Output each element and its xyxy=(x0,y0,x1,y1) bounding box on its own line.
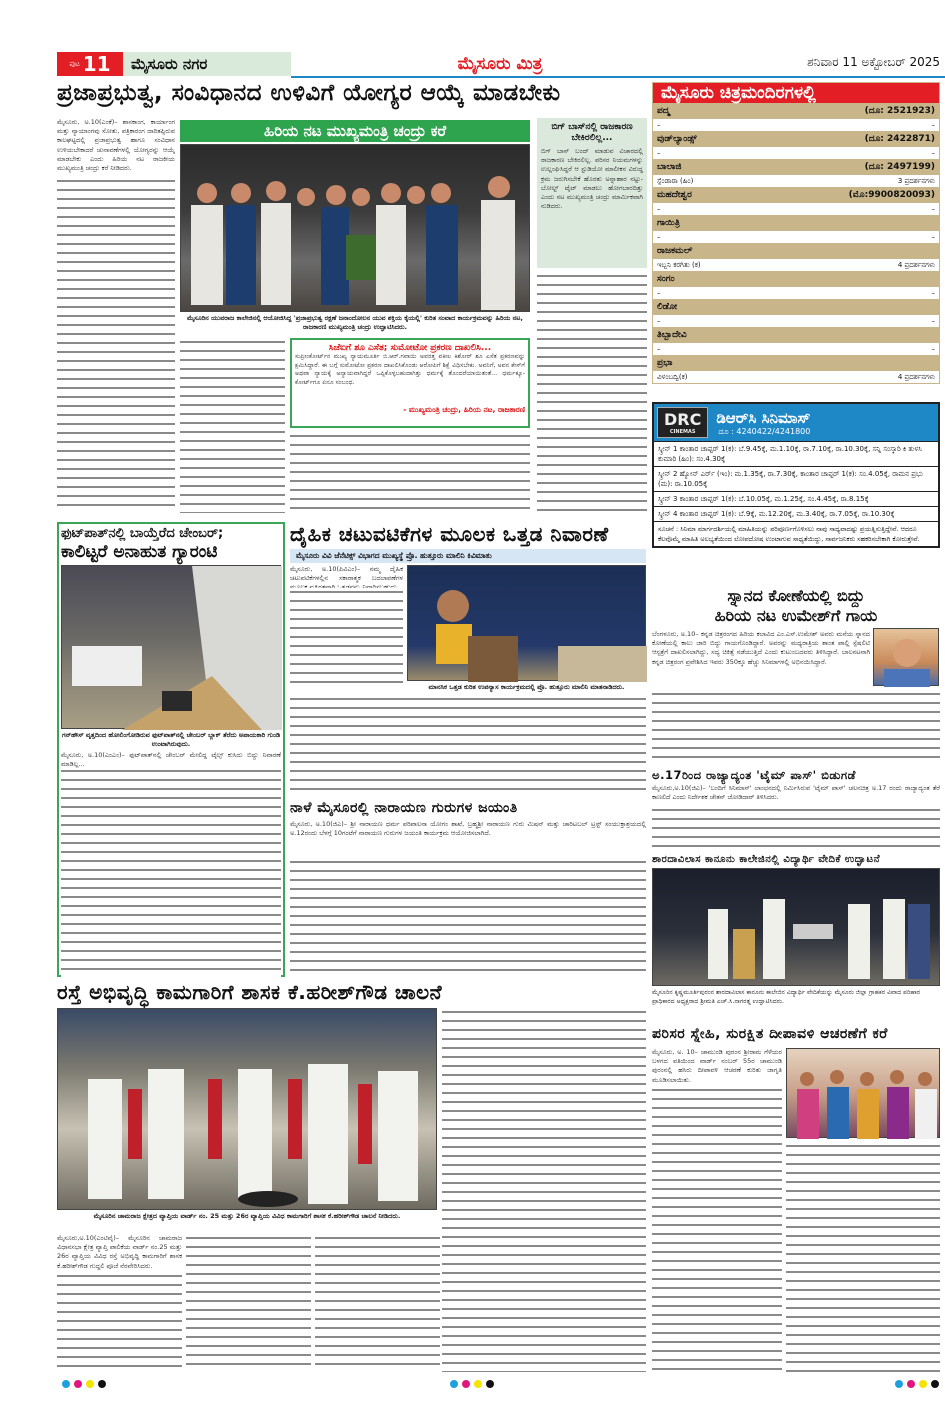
umesh-photo xyxy=(873,628,939,686)
registration-dot xyxy=(74,1380,82,1388)
theater-showing xyxy=(653,343,939,355)
theater-row xyxy=(653,327,939,343)
road-body-col2 xyxy=(186,1234,311,1372)
theater-row xyxy=(653,215,939,231)
footpath-body: ಮೈಸೂರು, ಅ.10(ಎಂಎಂ)– ಫುಟ್‌ಪಾತ್‌ನಲ್ಲಿ ಚೇಂಬರ್ ಮೇಲಿದ್ದ ಟೈಲ್ಸ್ ಕುಸಿದು ಬಿದ್ದು ನಿವಾರಣೆ ಮಾಡಿಲ್ಲ... xyxy=(61,751,281,769)
theater-shows: – xyxy=(931,317,935,325)
theater-shows: 4 ಪ್ರದರ್ಶನಗಳು xyxy=(897,372,935,381)
road-photo xyxy=(57,1008,437,1210)
theater-name: ಬಾಲಾಜಿ xyxy=(657,162,682,172)
lead-headline: ಪ್ರಜಾಪ್ರಭುತ್ವ, ಸಂವಿಧಾನದ ಉಳಿವಿಗೆ ಯೋಗ್ಯರ ಆಯ್ಕೆ ಮಾಡಬೇಕು xyxy=(57,80,561,106)
theater-listing xyxy=(652,82,940,384)
timepass-headline: ಅ.17ರಿಂದ ರಾಜ್ಯಾದ್ಯಂತ 'ಟೈಮ್ ಪಾಸ್' ಬಿಡುಗಡೆ xyxy=(652,768,856,782)
footpath-caption: ಗನ್‌ಹೌಸ್ ವೃತ್ತದಿಂದ ಹೋಲಿಂಗೋಡಿರುವ ಫುಟ್‌ಪಾತ್‌ನಲ್ಲಿ ಚೇಂಬರ್ ಬ್ಲಾಕ್ ತೆರೆದು ಅಪಾಯಕಾರಿ ಗುಂಡಿ ಉಂಟಾಗಿರುವುದು. xyxy=(61,731,281,748)
theater-showing xyxy=(653,175,939,187)
registration-dot xyxy=(86,1380,94,1388)
theater-showing xyxy=(653,287,939,299)
stage-illustration xyxy=(653,869,941,987)
deepavali-headline: ಪರಿಸರ ಸ್ನೇಹಿ, ಸುರಕ್ಷಿತ ದೀಪಾವಳಿ ಆಚರಣೆಗೆ ಕರೆ xyxy=(652,1026,888,1042)
stress-body: ಮೈಸೂರು, ಅ.10(ಪಿವಿಎಂ)– ನಮ್ಮ ದೈಹಿಕ ಚಟುವಟಿಕೆಗಳಲ್ಲಿನ ಸಕಾರಾತ್ಮಕ ಬದಲಾವಣೆಗಳ xyxy=(290,565,403,583)
stress-photo xyxy=(407,565,646,681)
drc-title: ಡಿಆರ್‌ಸಿ ಸಿನಿಮಾಸ್ xyxy=(716,408,811,427)
theater-name: ತಿಬ್ಬಾದೇವಿ xyxy=(657,330,687,340)
lead-body-col2 xyxy=(180,338,285,513)
theater-row xyxy=(653,187,939,203)
registration-marks-left xyxy=(62,1380,106,1388)
portrait-illustration xyxy=(874,629,940,687)
theater-shows: – xyxy=(931,205,935,213)
theater-name: ಲಿಡೋ xyxy=(657,302,678,312)
theater-film: – xyxy=(657,205,661,213)
stress-subhead: ಮೈಸೂರು ವಿವಿ ಜೆನೆಟಿಕ್ಸ್ ವಿಭಾಗದ ಮುಖ್ಯಸ್ಥೆ ಪ್ರೊ. ಹುತ್ತೂರು ಮಾಲಿನಿ ಕಿವಿಮಾತು xyxy=(290,549,646,563)
drc-header xyxy=(654,404,938,441)
narayana-body-continued xyxy=(290,858,646,976)
footpath-illustration xyxy=(62,566,282,730)
road-body-col3 xyxy=(315,1234,440,1372)
registration-dot xyxy=(486,1380,494,1388)
footpath-headline-line2: ಕಾಲಿಟ್ಟರೆ ಅನಾಹುತ ಗ್ಯಾರಂಟಿ xyxy=(61,542,218,562)
theater-showing xyxy=(653,203,939,215)
drc-logo-text: DRC xyxy=(664,410,702,429)
theater-phone: (ದೂ: 2497199) xyxy=(864,162,935,172)
quote-box-title: ಸಿಜೆಐಗೆ ಶೂ ಎಸೆತ; ಸುಮೋಟೋ ಪ್ರಕರಣ ದಾಖಲಿಸಿ... xyxy=(328,343,492,353)
lead-subhead: ಹಿರಿಯ ನಟ ಮುಖ್ಯಮಂತ್ರಿ ಚಂದ್ರು ಕರೆ xyxy=(180,120,530,142)
theater-showing xyxy=(653,259,939,271)
stress-body-col2 xyxy=(290,695,646,795)
road-body-col4 xyxy=(442,1008,646,1372)
newspaper-brand: ಮೈಸೂರು ಮಿತ್ರ xyxy=(457,54,543,74)
sidebar-box-body: ಬಿಗ್ ಬಾಸ್ ಬಂದ್ ಮಾಡುವ ವಿಚಾರದಲ್ಲಿ ರಾಜಕಾರಣ ಬೇಕಿರಲಿಲ್ಲ. ಪರಿಸರ ನಿಯಮಗಳನ್ನು ಉಲ್ಲಂಘಿಸಿದ್ದರೆ ಆ ಸ್ಟುಡಿಯೋ ಮಾಲೀಕನ ವಿರುದ್ಧ ಕ್ರಮ ಜರುಗಿಸಬೇಕೆ ಹೊರತು ಅನ್ನಾಹಾರ ನಟ್ಟು-ಬೋಲ್ಟ್ ಟೈಟ್ ಮಾಡಲು ಹೋಗಬಾರದಿತ್ತು ಎಂದು ನಟ ಮುಖ್ಯಮಂತ್ರಿ ಚಂದ್ರು ಮಾರ್ಮಿಕವಾಗಿ ನುಡಿದರು. xyxy=(541,147,643,211)
umesh-headline-line1: ಸ್ನಾನದ ಕೋಣೆಯಲ್ಲಿ ಬಿದ್ದು xyxy=(727,586,865,605)
road-body-continued xyxy=(57,1272,182,1372)
theater-film: – xyxy=(657,121,661,129)
registration-marks-right xyxy=(895,1380,939,1388)
registration-marks-center xyxy=(450,1380,494,1388)
theater-showing xyxy=(653,147,939,159)
registration-dot xyxy=(98,1380,106,1388)
stress-caption: ಮಾನಸಿಕ ಒತ್ತಡ ಕುರಿತ ಉಪನ್ಯಾಸ ಕಾರ್ಯಕ್ರಮದಲ್ಲಿ ಪ್ರೊ. ಹುತ್ತೂರು ಮಾಲಿನಿ ಮಾತನಾಡಿದರು. xyxy=(428,683,625,691)
theater-film: – xyxy=(657,317,661,325)
masthead-rule xyxy=(291,76,945,78)
speaker-illustration xyxy=(408,566,647,682)
narayana-headline: ನಾಳೆ ಮೈಸೂರಲ್ಲಿ ನಾರಾಯಣ ಗುರುಗಳ ಜಯಂತಿ xyxy=(290,800,518,816)
drc-screen-row: ಸ್ಕ್ರೀನ್ 1 ಕಾಂತಾರ ಚಾಪ್ಟರ್ 1(ಕ): ಬೆ.9.45ಕ್ಕೆ, ಮ.1.10ಕ್ಕೆ, ರಾ.7.10ಕ್ಕೆ, ರಾ.10.30ಕ್ಕೆ, ಸನ್ನಿ ಸಂಸ್ಕಾರಿ ಕಿ ತುಳಸಿ ಕುಮಾರಿ (ಹಿಂ): ಸಂ.4.30ಕ್ಕೆ xyxy=(654,441,938,466)
drc-phone: ದೂ : 4240422/4241800 xyxy=(718,426,811,436)
road-headline: ರಸ್ತೆ ಅಭಿವೃದ್ಧಿ ಕಾಮಗಾರಿಗೆ ಶಾಸಕ ಕೆ.ಹರೀಶ್‌ಗೌಡ ಚಾಲನೆ xyxy=(57,980,443,1004)
timepass-body: ಮೈಸೂರು,ಅ.10(ಜಿಎ)– 'ಬಂದಿಗೆ ಸಿನಿಮಾಸ್' ಲಾಂಛನದಲ್ಲಿ ನಿರ್ಮಿಸಿರುವ 'ಟೈಮ್ ಪಾಸ್' ಚಲನಚಿತ್ರ ಅ.17 ರಂದು ರಾಜ್ಯಾದ್ಯಂತ ತೆರೆ ಕಾಣಲಿದೆ ಎಂದು ನಿರ್ದೇಶಕ ಚೇತನ್ ಜೋಡಿದಾರ್ ತಿಳಿಸಿದರು. xyxy=(652,784,940,802)
theater-showing xyxy=(653,231,939,243)
theater-shows: – xyxy=(931,121,935,129)
theater-phone: (ದೂ: 2521923) xyxy=(864,106,935,116)
umesh-body: ಬೆಂಗಳೂರು, ಅ.10– ಕನ್ನಡ ಚಿತ್ರರಂಗದ ಹಿರಿಯ ಕಲಾವಿದ ಎಂ.ಎಸ್.ಉಮೇಶ್ ಅವರು ಮನೆಯ ಸ್ನಾನದ ಕೋಣೆಯಲ್ಲಿ ಕಾಲು ಜಾರಿ ಬಿದ್ದು ಗಾಯಗೊಂಡಿದ್ದಾರೆ. ಅವರನ್ನು ಮಧ್ಯರಾತ್ರಿಯ ಶಾಂತ ಪಾಲ್ಲಿ ಸ್ಪೆಷಲಿಟಿ ಆಸ್ಪತ್ರೆಗೆ ದಾಖಲಿಸಲಾಗಿದ್ದು, ಸದ್ಯ ಚಿಕಿತ್ಸೆ ನಡೆಯುತ್ತಿದೆ ಎಂದು ಕುಟುಂಬದವರು ತಿಳಿಸಿದ್ದಾರೆ. ಬಾಲನಟನಾಗಿ ಕನ್ನಡ ಚಿತ್ರರಂಗ ಪ್ರವೇಶಿಸಿದ ಇವರು 350ಕ್ಕೂ ಹೆಚ್ಚು ಸಿನಿಮಾಗಳಲ್ಲಿ ಅಭಿನಯಿಸಿದ್ದಾರೆ. xyxy=(652,630,870,666)
section-title: ಮೈಸೂರು ನಗರ xyxy=(123,52,291,76)
stress-headline: ದೈಹಿಕ ಚಟುವಟಿಕೆಗಳ ಮೂಲಕ ಒತ್ತಡ ನಿವಾರಣೆ xyxy=(290,522,609,546)
theater-film: ವಿಳಂಬದ್ವಿ(ಕ) xyxy=(657,372,688,381)
registration-dot xyxy=(62,1380,70,1388)
theater-shows: – xyxy=(931,289,935,297)
theater-row xyxy=(653,103,939,119)
theater-name: ಪ್ರಭಾ xyxy=(657,358,673,368)
drc-note: ಸೂಚನೆ : ಸಿನಿಮಾ ಮಾರ್ಗದರ್ಶಿಯಲ್ಲಿ ಮಾಹಿತಿಯನ್ನು ಪರಿಪೂರ್ಣಗೊಳಿಸಲು ನಾವು ಸಾಧ್ಯವಾದಷ್ಟು ಪ್ರಯತ್ನಿಸುತ್ತಿದ್ದೇವೆ. ಆದರೂ ಕೆಲವೊಮ್ಮೆ ಮಾಹಿತಿ ಅಲಭ್ಯತೆಯಿಂದ ಲೋಪದೋಷ ಉಂಟಾಗುವ ಸಾಧ್ಯತೆಯಿದ್ದು, ಸಾರ್ವಜನಿಕರು ಸಹಕರಿಸಬೇಕಾಗಿ ಕೋರುತ್ತೇವೆ. xyxy=(654,521,938,546)
drc-screen-row: ಸ್ಕ್ರೀನ್ 4 ಕಾಂತಾರ ಚಾಪ್ಟರ್ 1(ಕ): ಬೆ.9ಕ್ಕೆ, ಮ.12.20ಕ್ಕೆ, ಮ.3.40ಕ್ಕೆ, ರಾ.7.05ಕ್ಕೆ, ರಾ.10.30ಕ್ಕೆ xyxy=(654,506,938,521)
theater-row xyxy=(653,159,939,175)
footpath-story xyxy=(57,522,285,977)
theater-listing-title: ಮೈಸೂರು ಚಿತ್ರಮಂದಿರಗಳಲ್ಲಿ xyxy=(653,83,939,103)
umesh-headline-line2: ಹಿರಿಯ ನಟ ಉಮೇಶ್‌ಗೆ ಗಾಯ xyxy=(714,606,878,625)
deepavali-body-col2 xyxy=(786,1142,940,1372)
theater-film: – xyxy=(657,289,661,297)
umesh-headline xyxy=(652,586,940,626)
theater-row xyxy=(653,299,939,315)
page-label: ಪುಟ xyxy=(69,59,80,68)
sharada-caption: ಮೈಸೂರಿನ ಕೃಷ್ಣಮೂರ್ತಿಪುರಂನ ಶಾರದಾವಿಲಾಸ ಕಾನೂನು ಕಾಲೇಜಿನ ವಿದ್ಯಾರ್ಥಿ ವೇದಿಕೆಯನ್ನು ಮೈಸೂರು ಜಿಲ್ಲಾ ಗ್ರಾಹಕರ ವಿವಾದ ಪರಿಹಾರ ಪ್ರಾಧಿಕಾರದ ಅಧ್ಯಕ್ಷರಾದ ಶ್ರೀಮತಿ ಎಚ್.ಸಿ.ನಾಗರತ್ನ ಉದ್ಘಾಟಿಸಿದರು. xyxy=(652,989,921,1005)
theater-shows: – xyxy=(931,345,935,353)
drc-cinemas-box xyxy=(652,402,940,548)
theater-name: ಮಹದೇಶ್ವರ xyxy=(657,190,692,200)
stress-body-continued xyxy=(290,588,403,683)
footpath-headline-line1: ಫುಟ್‌ಪಾತ್‌ನಲ್ಲಿ ಬಾಯ್ತೆರೆದ ಚೇಂಬರ್; xyxy=(61,526,224,541)
crowd-illustration xyxy=(58,1009,438,1211)
drc-logo xyxy=(657,407,708,438)
women-group-illustration xyxy=(787,1049,941,1139)
timepass-body-continued xyxy=(652,806,940,848)
quote-attribution: - ಮುಖ್ಯಮಂತ್ರಿ ಚಂದ್ರು, ಹಿರಿಯ ನಟ, ರಾಜಕಾರಣಿ xyxy=(403,405,525,414)
deepavali-body: ಮೈಸೂರು, ಅ. 10– ಚಾಮುಂಡಿ ಪುರಂನ ಶ್ರೀರಾಮ ಗೆಳೆಯರ ಬಳಗದ ವತಿಯಿಂದ ವಾರ್ಡ್ ನಂಬರ್ 55ರ ಚಾಮುಂಡಿ ಪುರಂನಲ್ಲಿ ಹಸಿರು ದೀಪಾವಳಿ ಆಚರಣೆ ಕುರಿತು ಜಾಗೃತಿ ಮೂಡಿಸಲಾಯಿತು. xyxy=(652,1048,782,1084)
theater-row xyxy=(653,131,939,147)
lead-photo-caption: ಮೈಸೂರಿನ ಯುವರಾಜ ಕಾಲೇಜಿನಲ್ಲಿ ಆಯೋಜಿಸಿದ್ದ 'ಪ್ರಜಾಪ್ರಭುತ್ವ ರಕ್ಷಣೆ ಜನಾಂದೋಲನ ಯುವ ಶಕ್ತಿಯ ಕೈಯಲ್ಲಿ' ಕುರಿತ ಸಂವಾದ ಕಾರ್ಯಕ್ರಮವನ್ನು ಹಿರಿಯ ನಟ, ರಾಜಕಾರಣಿ ಮುಖ್ಯಮಂತ್ರಿ ಚಂದ್ರು ಉದ್ಘಾಟಿಸಿದರು. xyxy=(187,314,523,331)
theater-phone: (ದೂ: 2422871) xyxy=(864,134,935,144)
lead-photo xyxy=(180,144,530,312)
registration-dot xyxy=(895,1380,903,1388)
theater-film: ಇಬ್ಬನಿ ಕರಗಿತು (ಕ) xyxy=(657,260,701,269)
deepavali-body-continued xyxy=(652,1086,782,1372)
registration-dot xyxy=(462,1380,470,1388)
theater-showing xyxy=(653,119,939,131)
theater-film: ಸ್ಪೆಂಡಾರಾ (ಹಿಂ) xyxy=(657,176,694,185)
theater-film: – xyxy=(657,233,661,241)
quote-box xyxy=(290,338,530,428)
footpath-photo xyxy=(61,565,281,729)
theater-name: ರಾಜಕಮಲ್ xyxy=(657,246,693,256)
text-lines xyxy=(57,177,175,507)
theater-shows: – xyxy=(931,233,935,241)
quote-box-body: ಸುಪ್ರೀಂಕೋರ್ಟ್‌ನ ಮುಖ್ಯ ನ್ಯಾಯಮೂರ್ತಿ ಬಿ.ಆರ್.ಗವಾಯಿ ಅವರತ್ತ ವಕೀಲ ಕಿಶೋರ್ ಶೂ ಎಸೆತ ಪ್ರಕರಣವನ್ನು ಕ್ಷಮಿಸಿದ್ದಾರೆ. ಈ ಬಗ್ಗೆ ಸುಮೋಟೋ ಪ್ರಕರಣ ದಾಖಲಿಸಿಕೊಂಡು ಆರೋಪಿಗೆ ಶಿಕ್ಷೆ ವಿಧಿಸಬೇಕು. ಅವನಿಗೆ, ಅವನ ಕೇಸ್‌ಗೆ ಅಥವಾ ನ್ಯಾಯಕ್ಕೆ ಅನ್ಯಾಯವಾಗಿದ್ದರೆ ಒಪ್ಪಿಕೊಳ್ಳಬಹುದಾಗಿತ್ತು ಧರ್ಮಕ್ಕೆ ತೊಂದರೆಯಾಯಿತಂತೆ... ಧರ್ಮಕ್ಕೂ-ಕೋರ್ಟ್‌ಗೂ ಏನೂ ಸಂಬಂಧ. xyxy=(295,353,525,386)
theater-name: ಸಂಗಂ xyxy=(657,274,675,284)
theater-film: – xyxy=(657,345,661,353)
theater-showing xyxy=(653,371,939,383)
umesh-body-continued xyxy=(652,690,940,760)
page-number: 11 xyxy=(82,52,111,76)
theater-row xyxy=(653,355,939,371)
theater-showing xyxy=(653,315,939,327)
theater-row xyxy=(653,271,939,287)
road-caption: ಮೈಸೂರಿನ ಚಾಮರಾಜ ಕ್ಷೇತ್ರದ ವ್ಯಾಪ್ತಿಯ ವಾರ್ಡ್ ನಂ. 25 ಮತ್ತು 26ರ ವ್ಯಾಪ್ತಿಯ ವಿವಿಧ ಕಾಮಗಾರಿಗೆ ಶಾಸಕ ಕೆ.ಹರೀಶ್‌ಗೌಡ ಚಾಲನೆ ನೀಡಿದರು. xyxy=(93,1212,401,1220)
theater-row xyxy=(653,243,939,259)
lead-body-continued xyxy=(537,272,647,512)
registration-dot xyxy=(907,1380,915,1388)
theater-shows: 4 ಪ್ರದರ್ಶನಗಳು xyxy=(897,260,935,269)
road-body: ಮೈಸೂರು,ಅ.10(ಎಂಟಿವೈ)– ಮೈಸೂರಿನ ಚಾಮರಾಜ ವಿಧಾನಸಭಾ ಕ್ಷೇತ್ರ ವ್ಯಾಪ್ತಿ ಪಾಲಿಕೆಯ ವಾರ್ಡ್ ನಂ.25 ಮತ್ತು 26ರ ವ್ಯಾಪ್ತಿಯ ವಿವಿಧ ರಸ್ತೆ ಅಭಿವೃದ್ಧಿ ಕಾಮಗಾರಿಗೆ ಶಾಸಕ ಕೆ.ಹರೀಶ್‌ಗೌಡ ಗುದ್ದಲಿ ಪೂಜೆ ನೆರವೇರಿಸಿದರು. xyxy=(57,1234,182,1270)
drc-logo-sub: CINEMAS xyxy=(669,429,696,435)
theater-name: ಗಾಯಿತ್ರಿ xyxy=(657,218,680,228)
registration-dot xyxy=(450,1380,458,1388)
sharada-headline: ಶಾರದಾವಿಲಾಸ ಕಾನೂನು ಕಾಲೇಜಿನಲ್ಲಿ ವಿದ್ಯಾರ್ಥಿ ವೇದಿಕೆ ಉದ್ಘಾಟನೆ xyxy=(652,854,881,865)
registration-dot xyxy=(474,1380,482,1388)
theater-shows: – xyxy=(931,149,935,157)
issue-date: ಶನಿವಾರ 11 ಅಕ್ಟೋಬರ್ 2025 xyxy=(807,55,940,69)
narayana-body: ಮೈಸೂರು, ಅ.10(ಜಿಎ)– ಶ್ರೀ ನಾರಾಯಣ ಧರ್ಮ ಪರಿಪಾಲನಾ ಯೋಗಂ ಶಾಖೆ, ಬ್ರಹ್ಮಶ್ರೀ ನಾರಾಯಣ ಗುರು ಮಿಷನ್ ಮತ್ತು ಚಾರಿಟಬಲ್ ಟ್ರಸ್ಟ್ ಸಂಯುಕ್ತಾಶ್ರಯದಲ್ಲಿ ಅ.12ರಂದು ಬೆಳಗ್ಗೆ 10ಗಂಟೆಗೆ ನಾರಾಯಣ ಗುರುಗಳ ಜಯಂತಿ ಕಾರ್ಯಕ್ರಮ ಆಯೋಜಿಸಲಾಗಿದೆ. xyxy=(290,820,646,838)
deepavali-photo xyxy=(786,1048,940,1138)
lead-body xyxy=(57,118,175,513)
drc-screen-row: ಸ್ಕ್ರೀನ್ 2 ಹ್ಯೋನ್ ಎರ್ರ್ (ಇಂ): ಮ.1.35ಕ್ಕೆ, ರಾ.7.30ಕ್ಕೆ, ಕಾಂತಾರ ಚಾಪ್ಟರ್ 1(ಕ): ಸಂ.4.05ಕ್ಕೆ, ರಾಮನ ಪ್ರಭು (ಮ): ರಾ.10.05ಕ್ಕೆ xyxy=(654,466,938,491)
lead-body-col3 xyxy=(290,432,530,512)
lead-dateline: ಮೈಸೂರು, ಅ.10(ಎಂಕೆ)– ಶಾಸಕಾಂಗ, ಕಾರ್ಯಾಂಗ ಮತ್ತು ನ್ಯಾಯಾಂಗವು ಸೋತು, ಪತ್ರಿಕಾರಂಗ ದಾರಿತಪ್ಪಿರುವ ಕಾಲಘಟ್ಟದಲ್ಲಿ ಪ್ರಜಾಪ್ರಭುತ್ವ ಹಾಗೂ ಸಂವಿಧಾನ ಉಳಿಯಬೇಕಾದರೆ ಚುನಾವಣೆಗಳಲ್ಲಿ ಯೋಗ್ಯರನ್ನು ಆಯ್ಕೆ ಮಾಡಬೇಕು ಎಂದು ಹಿರಿಯ ನಟ ರಾಜಕೀಯ ಮುಖ್ಯಮಂತ್ರಿ ಚಂದ್ರು ಕರೆ ನೀಡಿದರು. xyxy=(57,118,175,173)
theater-name: ವುಡ್‌ಲ್ಯಾಂಡ್ಸ್ xyxy=(657,134,697,144)
theater-shows: 3 ಪ್ರದರ್ಶನಗಳು xyxy=(897,176,935,185)
registration-dot xyxy=(919,1380,927,1388)
sidebar-box xyxy=(537,118,647,268)
group-photo-illustration xyxy=(181,145,531,313)
page-number-badge xyxy=(57,52,123,76)
footpath-body-continued xyxy=(61,767,281,977)
theater-name: ಪದ್ಮ xyxy=(657,106,670,116)
theater-phone: (ಮೊ:9900820093) xyxy=(848,190,935,200)
registration-dot xyxy=(931,1380,939,1388)
drc-screen-row: ಸ್ಕ್ರೀನ್ 3 ಕಾಂತಾರ ಚಾಪ್ಟರ್ 1(ಕ): ಬೆ.10.05ಕ್ಕೆ, ಮ.1.25ಕ್ಕೆ, ಸಂ.4.45ಕ್ಕೆ, ರಾ.8.15ಕ್ಕೆ xyxy=(654,491,938,506)
sidebar-box-title: ಬಿಗ್ ಬಾಸ್‌ನಲ್ಲಿ ರಾಜಕಾರಣ ಬೇಕಿರಲಿಲ್ಲ... xyxy=(551,122,633,143)
sharada-photo xyxy=(652,868,940,986)
theater-film: – xyxy=(657,149,661,157)
